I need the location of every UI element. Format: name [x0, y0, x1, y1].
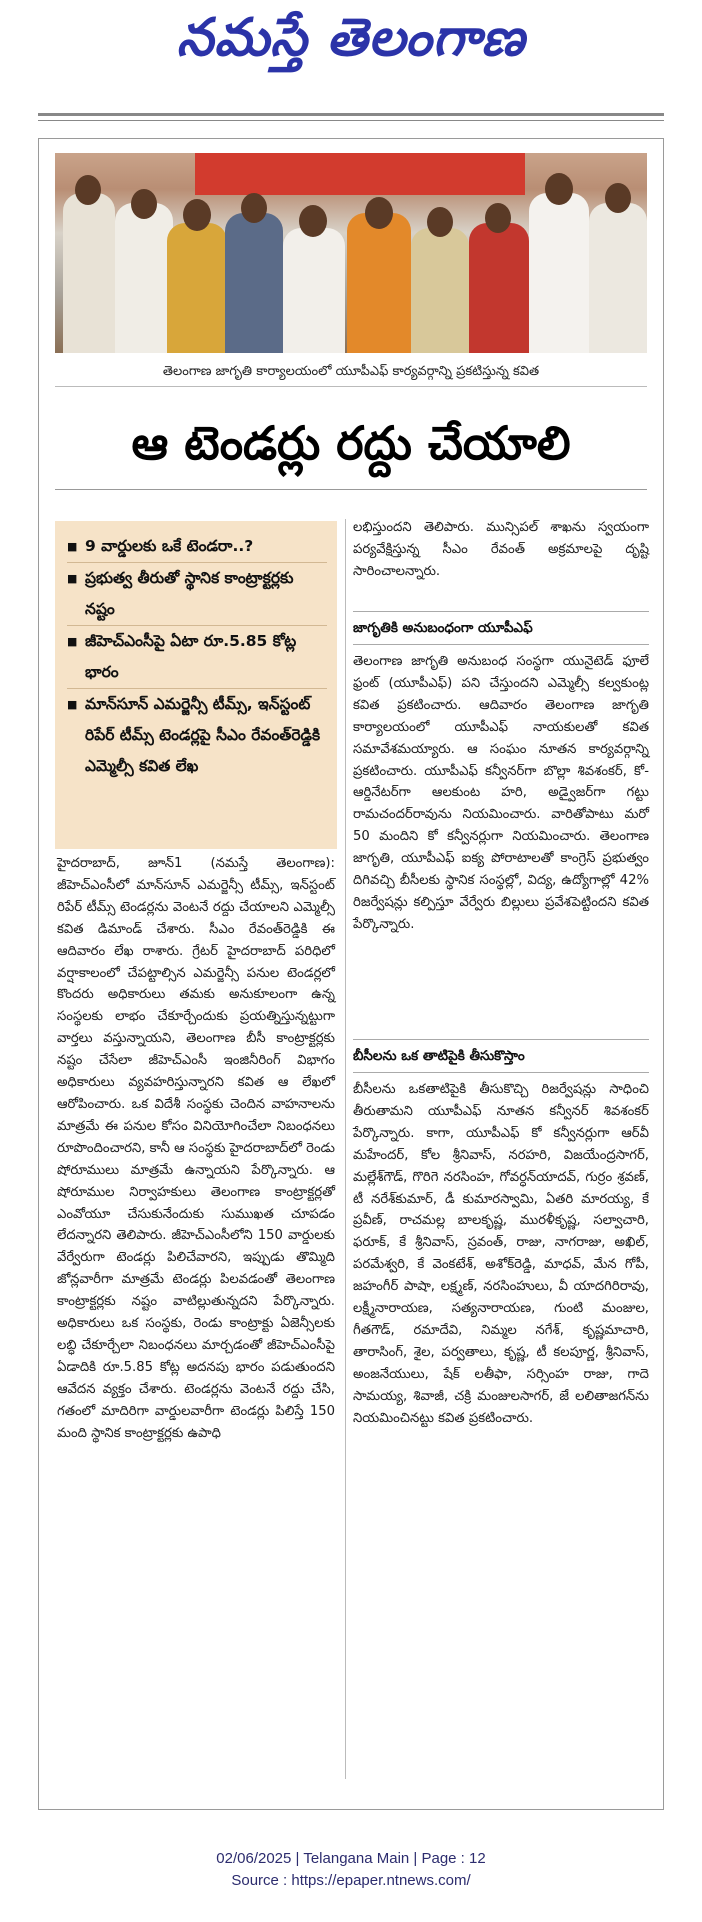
- body-text-right-mid: తెలంగాణ జాగృతి అనుబంధ సంస్థగా యునైటెడ్ ఫూలే ఫ్రంట్ (యూపీఎఫ్) పని చేస్తుందని ఎమ్మెల్సీ కల్వకుంట్ల కవిత ప్రకటించారు. ఆదివారం తెలంగాణ జాగృతి కార్యాలయంలో యూపీఎఫ్ నాయకులతో కవిత సమావేశమయ్యారు. ఆ సంఘం నూతన కార్యవర్గాన్ని ప్రకటించారు. యూపీఎఫ్ కన్వీనర్‌గా బొల్లా శివశంకర్, కో-ఆర్డినేటర్‌గా ఆలకుంట హరి, అడ్వైజర్‌గా గట్టు రామచందర్‌రావును నియమించారు. వారితోపాటు మరో 50 మందిని కో కన్వీనర్లుగా నియమించారు. తెలంగాణ జాగృతి, యూపీఎఫ్ ఐక్య పోరాటాలతో కాంగ్రెస్ ప్రభుత్వం దిగివచ్చి బీసీలకు స్థానిక సంస్థల్లో, విద్య, ఉద్యోగాల్లో 42% రిజర్వేషన్లు కల్పిస్తూ వేర్వేరు బిల్లులు ప్రవేశపెట్టిందని కవిత పేర్కొన్నారు.: [353, 654, 649, 932]
- photo-person: [283, 228, 345, 353]
- masthead: [0, 0, 702, 80]
- photo-person: [411, 228, 469, 353]
- photo-person-head: [427, 207, 453, 237]
- subhead-upf: జాగృతికి అనుబంధంగా యూపీఎఫ్: [353, 611, 649, 645]
- body-text-right-top: లభిస్తుందని తెలిపారు. మున్సిపల్ శాఖను స్వయంగా పర్యవేక్షిస్తున్న సీఎం రేవంత్ అక్రమాలపై దృష్టి సారించాలన్నారు.: [353, 520, 649, 579]
- photo-person: [115, 203, 173, 353]
- photo-person: [589, 203, 647, 353]
- photo-person-head: [131, 189, 157, 219]
- news-article: [38, 138, 664, 1810]
- newspaper-title: నమస్తే తెలంగాణ: [176, 8, 526, 68]
- footer-source-link[interactable]: Source : https://epaper.ntnews.com/: [231, 1872, 471, 1889]
- photo-person-head: [485, 203, 511, 233]
- highlight-item: ■ ప్రభుత్వ తీరుతో స్థానిక కాంట్రాక్టర్లకు నష్టం: [67, 563, 327, 626]
- highlight-item: ■ మాన్‌సూన్ ఎమర్జెన్సీ టీమ్స్, ఇన్‌స్టంట్ రిపేర్ టీమ్స్ టెండర్లపై సీఎం రేవంత్‌రెడ్డికి ఎమ్మెల్సీ కవిత లేఖ: [67, 689, 327, 782]
- photo-person: [469, 223, 529, 353]
- page-footer: [0, 1848, 702, 1892]
- photo-person-head: [299, 205, 327, 237]
- body-text-left: హైదరాబాద్, జూన్1 (నమస్తే తెలంగాణ): జీహెచ్ఎంసీలో మాన్‌సూన్ ఎమర్జెన్సీ టీమ్స్, ఇన్‌స్టంట్ రిపేర్ టీమ్స్ టెండర్లను వెంటనే రద్దు చేయాలని ఎమ్మెల్సీ కవిత డిమాండ్ చేశారు. సీఎం రేవంత్‌రెడ్డికి ఈ ఆదివారం లేఖ రాశారు. గ్రేటర్ హైదరాబాద్ పరిధిలో వర్షాకాలంలో చేపట్టాల్సిన ఎమర్జెన్సీ పనుల టెండర్లలో కొందరు అధికారులు తమకు అనుకూలంగా ఉన్న సంస్థలకు లాభం చేకూర్చేందుకు ప్రయత్నిస్తున్నట్టుగా వార్తలు వస్తున్నాయని, తెలంగాణ బీసీ కాంట్రాక్టర్లకు నష్టం చేసేలా జీహెచ్ఎంసీ ఇంజినీరింగ్ విభాగం అధికారులు వ్యవహరిస్తున్నారని కవిత ఆ లేఖలో ఆరోపించారు. ఒక విదేశీ సంస్థకు చెందిన వాహనాలను మాత్రమే ఈ పనుల కోసం వినియోగించేలా నిబంధనలు రూపొందించారని, కానీ ఆ సంస్థకు హైదరాబాద్‌లో రెండు షోరూములు మాత్రమే ఉన్నాయని పేర్కొన్నారు. ఆ షోరూముల నిర్వాహకులు తెలంగాణ కాంట్రాక్టర్లతో ఎంవోయూ చేసుకునేందుకు సుముఖత చూపడం లేదన్నారని తెలిపారు. జీహెచ్ఎంసీలోని 150 వార్డులకు వేర్వేరుగా టెండర్లు పిలిచేవారని, ఇప్పుడు తొమ్మిది జోన్లవారీగా మాత్రమే టెండర్లు పిలవడంతో తెలంగాణ కాంట్రాక్టర్లకు నష్టం వాటిల్లుతున్నదని పేర్కొన్నారు. అధికారులు ఒక సంస్థకు, రెండు కాంట్రాక్టు ఏజెన్సీలకు లబ్ధి చేకూర్చేలా నిబంధనలు మార్చడంతో జీహెచ్ఎంసీపై ఏడాదికి రూ.5.85 కోట్ల అదనపు భారం పడుతుందని ఆవేదన వ్యక్తం చేశారు. టెండర్లను వెంటనే రద్దు చేసి, గతంలో మాదిరిగా వార్డులవారీగా టెండర్లు పిలిస్తే 150 మంది స్థానిక కాంట్రాక్టర్లకు ఉపాధి: [57, 856, 335, 1441]
- highlights-box: [55, 521, 337, 849]
- photo-person: [167, 223, 227, 353]
- photo-person-head: [183, 199, 211, 231]
- photo-person-head: [75, 175, 101, 205]
- footer-edition-info: 02/06/2025 | Telangana Main | Page : 12: [216, 1850, 486, 1867]
- photo-person-head: [241, 193, 267, 223]
- photo-person-head: [365, 197, 393, 229]
- body-text-right-bottom: బీసీలను ఒకతాటిపైకి తీసుకొచ్చి రిజర్వేషన్లు సాధించి తీరుతామని యూపీఎఫ్ నూతన కన్వీనర్ శివశంకర్ పేర్కొన్నారు. కాగా, యూపీఎఫ్ కో కన్వీనర్లుగా ఆర్‌వీ మహేందర్, కోల శ్రీనివాస్, నరహరి, విజయేంద్రసాగర్, మల్లేశ్‌గౌడ్, గొరిగె నరసింహ, గోవర్ధన్‌యాదవ్, గుర్రం శ్రవణ్, టీ నరేశ్‌కుమార్, డీ కుమారస్వామి, ఏతరి మారయ్య, కే ప్రవీణ్, రాచమల్ల బాలకృష్ణ, మురళీకృష్ణ, సల్వాచారి, ఫరూక్, కే శ్రీనివాస్, స్రవంత్, రాజు, నాగరాజు, అఖిల్, పరమేశ్వరి, కే వెంకటేశ్, అశోక్‌రెడ్డి, మాధవ్, మేన గోపీ, జహంగీర్ పాషా, లక్ష్మణ్, నరసింహులు, వీ యాదగిరిరావు, లక్ష్మీనారాయణ, సత్యనారాయణ, గుంటి మంజుల, గీతగౌడ్, రమాదేవి, నిమ్మల నగేశ్, కృష్ణమాచారి, తారాసింగ్, శైల, పర్వతాలు, కృష్ణ, టీ కలపూర్ణ, శ్రీనివాస్, అంజనేయులు, షేక్ లతీఫా, సర్సింహ రాజు, గాదె సామయ్య, శివాజీ, చక్రి మంజులసాగర్, జే లలితాజగన్‌ను నియమించినట్టు కవిత ప్రకటించారు.: [353, 1082, 649, 1426]
- news-photo: [55, 153, 647, 353]
- subhead-bc: బీసీలను ఒక తాటిపైకి తీసుకొస్తాం: [353, 1039, 649, 1073]
- highlight-item: ■ 9 వార్డులకు ఒకే టెండరా..?: [67, 531, 327, 563]
- header-divider: [38, 113, 664, 116]
- photo-person: [529, 193, 589, 353]
- headline-divider: [55, 489, 647, 490]
- photo-person: [225, 213, 283, 353]
- column-divider: [345, 519, 346, 1779]
- header-divider-thin: [38, 120, 664, 121]
- photo-caption: తెలంగాణ జాగృతి కార్యాలయంలో యూపీఎఫ్ కార్యవర్గాన్ని ప్రకటిస్తున్న కవిత: [55, 357, 647, 387]
- photo-person: [63, 193, 115, 353]
- photo-person-head: [605, 183, 631, 213]
- photo-person-head: [545, 173, 573, 205]
- photo-person: [347, 213, 411, 353]
- photo-backdrop-banner: [195, 153, 525, 195]
- highlight-item: ■ జీహెచ్ఎంసీపై ఏటా రూ.5.85 కోట్ల భారం: [67, 626, 327, 689]
- headline: ఆ టెండర్లు రద్దు చేయాలి: [131, 416, 571, 470]
